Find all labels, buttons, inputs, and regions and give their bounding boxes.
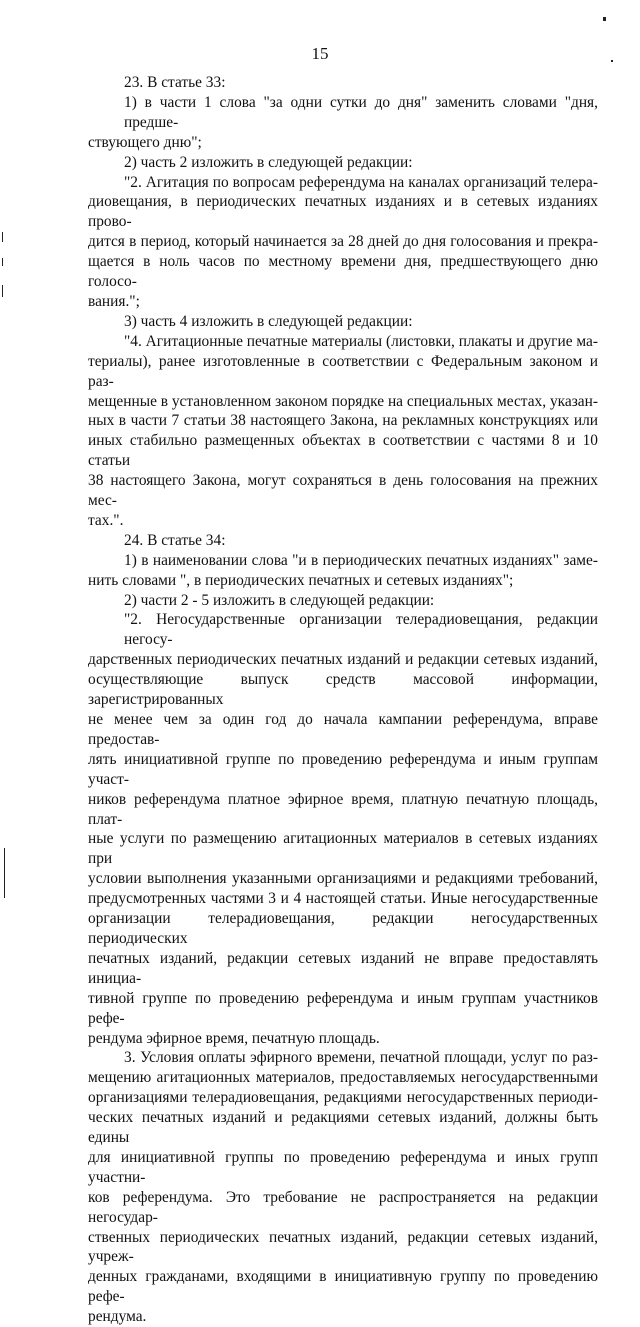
scan-artifact-left-1 (2, 232, 3, 242)
text-line: 2) часть 2 изложить в следующей редакции: (124, 153, 413, 171)
text-line: не менее чем за один год до начала кампании референдума, вправе предостав- (88, 711, 598, 748)
text-line: 1) в наименовании слова "и в периодических печатных изданиях" заме- (124, 551, 598, 569)
text-line: лять инициативной группе по проведению референдума и иным группам участ- (88, 750, 598, 788)
text-line: печатных изданий, редакции сетевых изданий не вправе предоставлять инициа- (88, 949, 598, 987)
scan-artifact-right (611, 60, 613, 62)
text-line: условии выполнения указанными организациями и редакциями требований, (88, 870, 598, 888)
text-line: щается в ноль часов по местному времени дня, предшествующего дню голосо- (88, 253, 598, 291)
text-line: нить словами ", в периодических печатных и сетевых изданиях"; (88, 571, 514, 589)
scan-artifact-left-4 (4, 848, 5, 898)
text-line: 1) в части 1 слова "за одни сутки до дня" заменить словами "дня, предше- (124, 93, 598, 131)
text-line: 23. В статье 33: (124, 74, 226, 91)
text-line: "4. Агитационные печатные материалы (листовки, плакаты и другие ма- (124, 332, 598, 350)
text-line: рендума эфирное время, печатную площадь. (88, 1029, 380, 1047)
text-line: ные услуги по размещению агитационных материалов в сетевых изданиях при (88, 830, 598, 868)
text-line: 38 настоящего Закона, могут сохраняться в день голосования на прежних мес- (88, 472, 598, 510)
document-body (88, 73, 598, 1327)
scan-artifact-left-3 (2, 285, 3, 297)
text-line: "2. Агитация по вопросам референдума на каналах организаций телера- (124, 173, 598, 191)
text-line: териалы), ранее изготовленные в соответствии с Федеральным законом и раз- (88, 352, 598, 390)
text-line: рендума. (88, 1308, 147, 1326)
text-line: мещению агитационных материалов, предоставляемых негосударственными (88, 1069, 598, 1087)
text-line: тах.". (88, 511, 124, 529)
text-line: денных гражданами, входящими в инициативную группу по проведению рефе- (88, 1268, 598, 1306)
text-line: 2) части 2 - 5 изложить в следующей редакции: (124, 591, 435, 609)
text-line: мещенные в установленном законом порядке на специальных местах, указан- (88, 392, 598, 410)
page-number: 15 (311, 44, 329, 63)
text-line: ных в части 7 статьи 38 настоящего Закона, на рекламных конструкциях или (88, 412, 598, 430)
text-line: вания."; (88, 292, 140, 310)
text-line: организациями телерадиовещания, редакциями негосударственных периоди- (88, 1089, 598, 1107)
text-line: ников референдума платное эфирное время, платную печатную площадь, плат- (88, 790, 598, 828)
text-line: ческих печатных изданий и редакциями сетевых изданий, должны быть едины (88, 1109, 598, 1147)
text-line: дарственных периодических печатных изданий и редакции сетевых изданий, (88, 651, 598, 669)
text-line: иных стабильно размещенных объектах в соответствии с частями 8 и 10 статьи (88, 432, 598, 470)
text-line: осуществляющие выпуск средств массовой информации, зарегистрированных (88, 671, 598, 709)
scan-artifact-top-right (603, 17, 606, 21)
text-line: 3. Условия оплаты эфирного времени, печатной площади, услуг по раз- (124, 1049, 598, 1067)
scan-artifact-left-2 (2, 258, 3, 266)
text-line: диовещания, в периодических печатных изданиях и в сетевых изданиях прово- (88, 193, 598, 231)
text-line: тивной группе по проведению референдума и иным группам участников рефе- (88, 989, 598, 1027)
text-line: дится в период, который начинается за 28 дней до дня голосования и прекра- (88, 233, 598, 251)
text-line: ственных периодических печатных изданий, редакции сетевых изданий, учреж- (88, 1228, 598, 1266)
text-line: организации телерадиовещания, редакции негосударственных периодических (88, 910, 598, 947)
text-line: 3) часть 4 изложить в следующей редакции: (124, 312, 413, 330)
text-line: ствующего дню"; (88, 133, 202, 151)
text-line: "2. Негосударственные организации телерадиовещания, редакции негосу- (124, 611, 598, 649)
text-line: предусмотренных частями 3 и 4 настоящей статьи. Иные негосударственные (88, 890, 598, 908)
text-line: ков референдума. Это требование не распространяется на редакции негосудар- (88, 1188, 598, 1226)
text-line: 24. В статье 34: (124, 531, 226, 549)
text-line: для инициативной группы по проведению референдума и иных групп участни- (88, 1148, 598, 1186)
